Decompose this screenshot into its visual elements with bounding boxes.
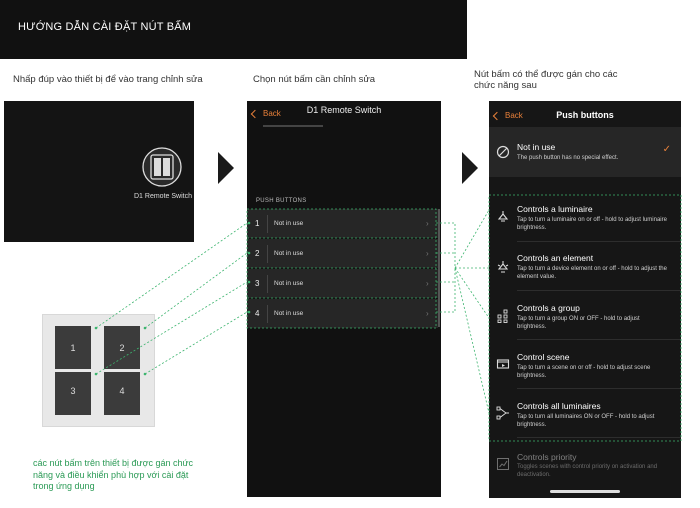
- page-title: Push buttons: [556, 110, 614, 120]
- caption-step3-line1: Nút bấm có thể được gán cho các: [474, 69, 618, 80]
- push-button-status: Not in use: [274, 220, 304, 227]
- option-title: Controls a luminaire: [517, 204, 593, 214]
- divider: [517, 388, 681, 389]
- checkmark-icon: ✓: [662, 144, 671, 155]
- key-label: 2: [119, 343, 125, 353]
- page-title: D1 Remote Switch: [306, 105, 382, 115]
- option-controls-group[interactable]: [489, 293, 681, 341]
- option-title: Controls a group: [517, 303, 580, 313]
- group-icon: [496, 309, 510, 323]
- luminaire-icon: [496, 209, 510, 223]
- push-button-number: 4: [255, 309, 260, 318]
- divider: [267, 305, 268, 323]
- header-banner: [0, 0, 467, 59]
- not-in-use-icon: [496, 145, 510, 159]
- divider: [517, 339, 681, 340]
- push-button-number: 3: [255, 279, 260, 288]
- option-description: Tap to turn a group ON or OFF - hold to adjust brightness.: [517, 316, 640, 330]
- option-controls-luminaire[interactable]: [489, 195, 681, 243]
- option-title: Controls priority: [517, 452, 577, 462]
- push-buttons-panel: [489, 101, 681, 498]
- switch-key-4[interactable]: [104, 372, 140, 415]
- key-label: 1: [70, 343, 76, 353]
- chevron-right-icon: ›: [426, 279, 429, 288]
- option-controls-priority: [489, 440, 681, 485]
- divider: [267, 275, 268, 293]
- option-title: Controls an element: [517, 253, 594, 263]
- option-not-in-use[interactable]: [489, 127, 681, 177]
- option-description: Tap to turn a scene on or off - hold to adjust scene brightness.: [517, 365, 651, 379]
- option-controls-element[interactable]: [489, 244, 681, 292]
- push-button-row-4[interactable]: [247, 299, 438, 329]
- divider: [517, 437, 681, 438]
- push-button-row-2[interactable]: [247, 239, 438, 269]
- element-icon: [496, 260, 510, 274]
- option-description: The push button has no special effect.: [517, 155, 619, 161]
- caption-step1: Nhấp đúp vào thiết bị để vào trang chỉnh sửa: [13, 74, 203, 85]
- divider: [267, 215, 268, 233]
- push-button-status: Not in use: [274, 310, 304, 317]
- push-button-row-1[interactable]: [247, 209, 438, 239]
- option-description: Toggles scenes with control priority on activation and deactivation.: [517, 464, 658, 478]
- chevron-right-icon: ›: [426, 309, 429, 318]
- switch-key-1[interactable]: [55, 326, 91, 369]
- step-arrow-2: [462, 152, 478, 184]
- push-button-number: 2: [255, 249, 260, 258]
- option-description: Tap to turn a device element on or off - hold to adjust the element value.: [517, 266, 667, 280]
- remote-switch-panel: [247, 101, 441, 497]
- back-label: Back: [263, 109, 281, 118]
- divider: [517, 241, 681, 242]
- option-controls-all-luminaires[interactable]: [489, 391, 681, 439]
- header-title: HƯỚNG DẪN CÀI ĐẶT NÚT BẤM: [18, 21, 192, 33]
- caption-step3-line2: chức năng sau: [474, 80, 537, 91]
- option-description: Tap to turn a luminaire on or off - hold to adjust luminaire brightness.: [517, 217, 667, 231]
- push-button-status: Not in use: [274, 280, 304, 287]
- divider: [267, 245, 268, 263]
- remote-switch-device-icon[interactable]: [138, 147, 186, 187]
- key-label: 4: [119, 386, 125, 396]
- option-title: Controls all luminaires: [517, 401, 601, 411]
- step-arrow-1: [218, 152, 234, 184]
- all-luminaires-icon: [496, 406, 510, 420]
- device-label: D1 Remote Switch: [134, 193, 192, 200]
- divider: [517, 290, 681, 291]
- scrollbar[interactable]: [438, 209, 440, 327]
- switch-key-2[interactable]: [104, 326, 140, 369]
- option-title: Not in use: [517, 142, 556, 152]
- physical-switch: [42, 314, 155, 427]
- section-label: PUSH BUTTONS: [256, 198, 307, 204]
- back-label: Back: [505, 111, 523, 120]
- option-control-scene[interactable]: [489, 342, 681, 390]
- switch-key-3[interactable]: [55, 372, 91, 415]
- annotation-note: các nút bấm trên thiết bị được gán chức năng và điều khiển phù hợp với cài đặt trong ứng dụng: [33, 458, 194, 491]
- scene-icon: [496, 357, 510, 371]
- push-button-status: Not in use: [274, 250, 304, 257]
- key-label: 3: [70, 386, 76, 396]
- chevron-right-icon: ›: [426, 219, 429, 228]
- caption-step2: Chọn nút bấm cần chỉnh sửa: [253, 74, 376, 85]
- push-button-row-3[interactable]: [247, 269, 438, 299]
- option-description: Tap to turn all luminaires ON or OFF - hold to adjust brightness.: [517, 414, 655, 428]
- push-button-number: 1: [255, 219, 260, 228]
- priority-icon: [496, 457, 510, 471]
- divider: [263, 125, 323, 127]
- home-indicator: [550, 490, 620, 493]
- option-title: Control scene: [517, 352, 570, 362]
- chevron-right-icon: ›: [426, 249, 429, 258]
